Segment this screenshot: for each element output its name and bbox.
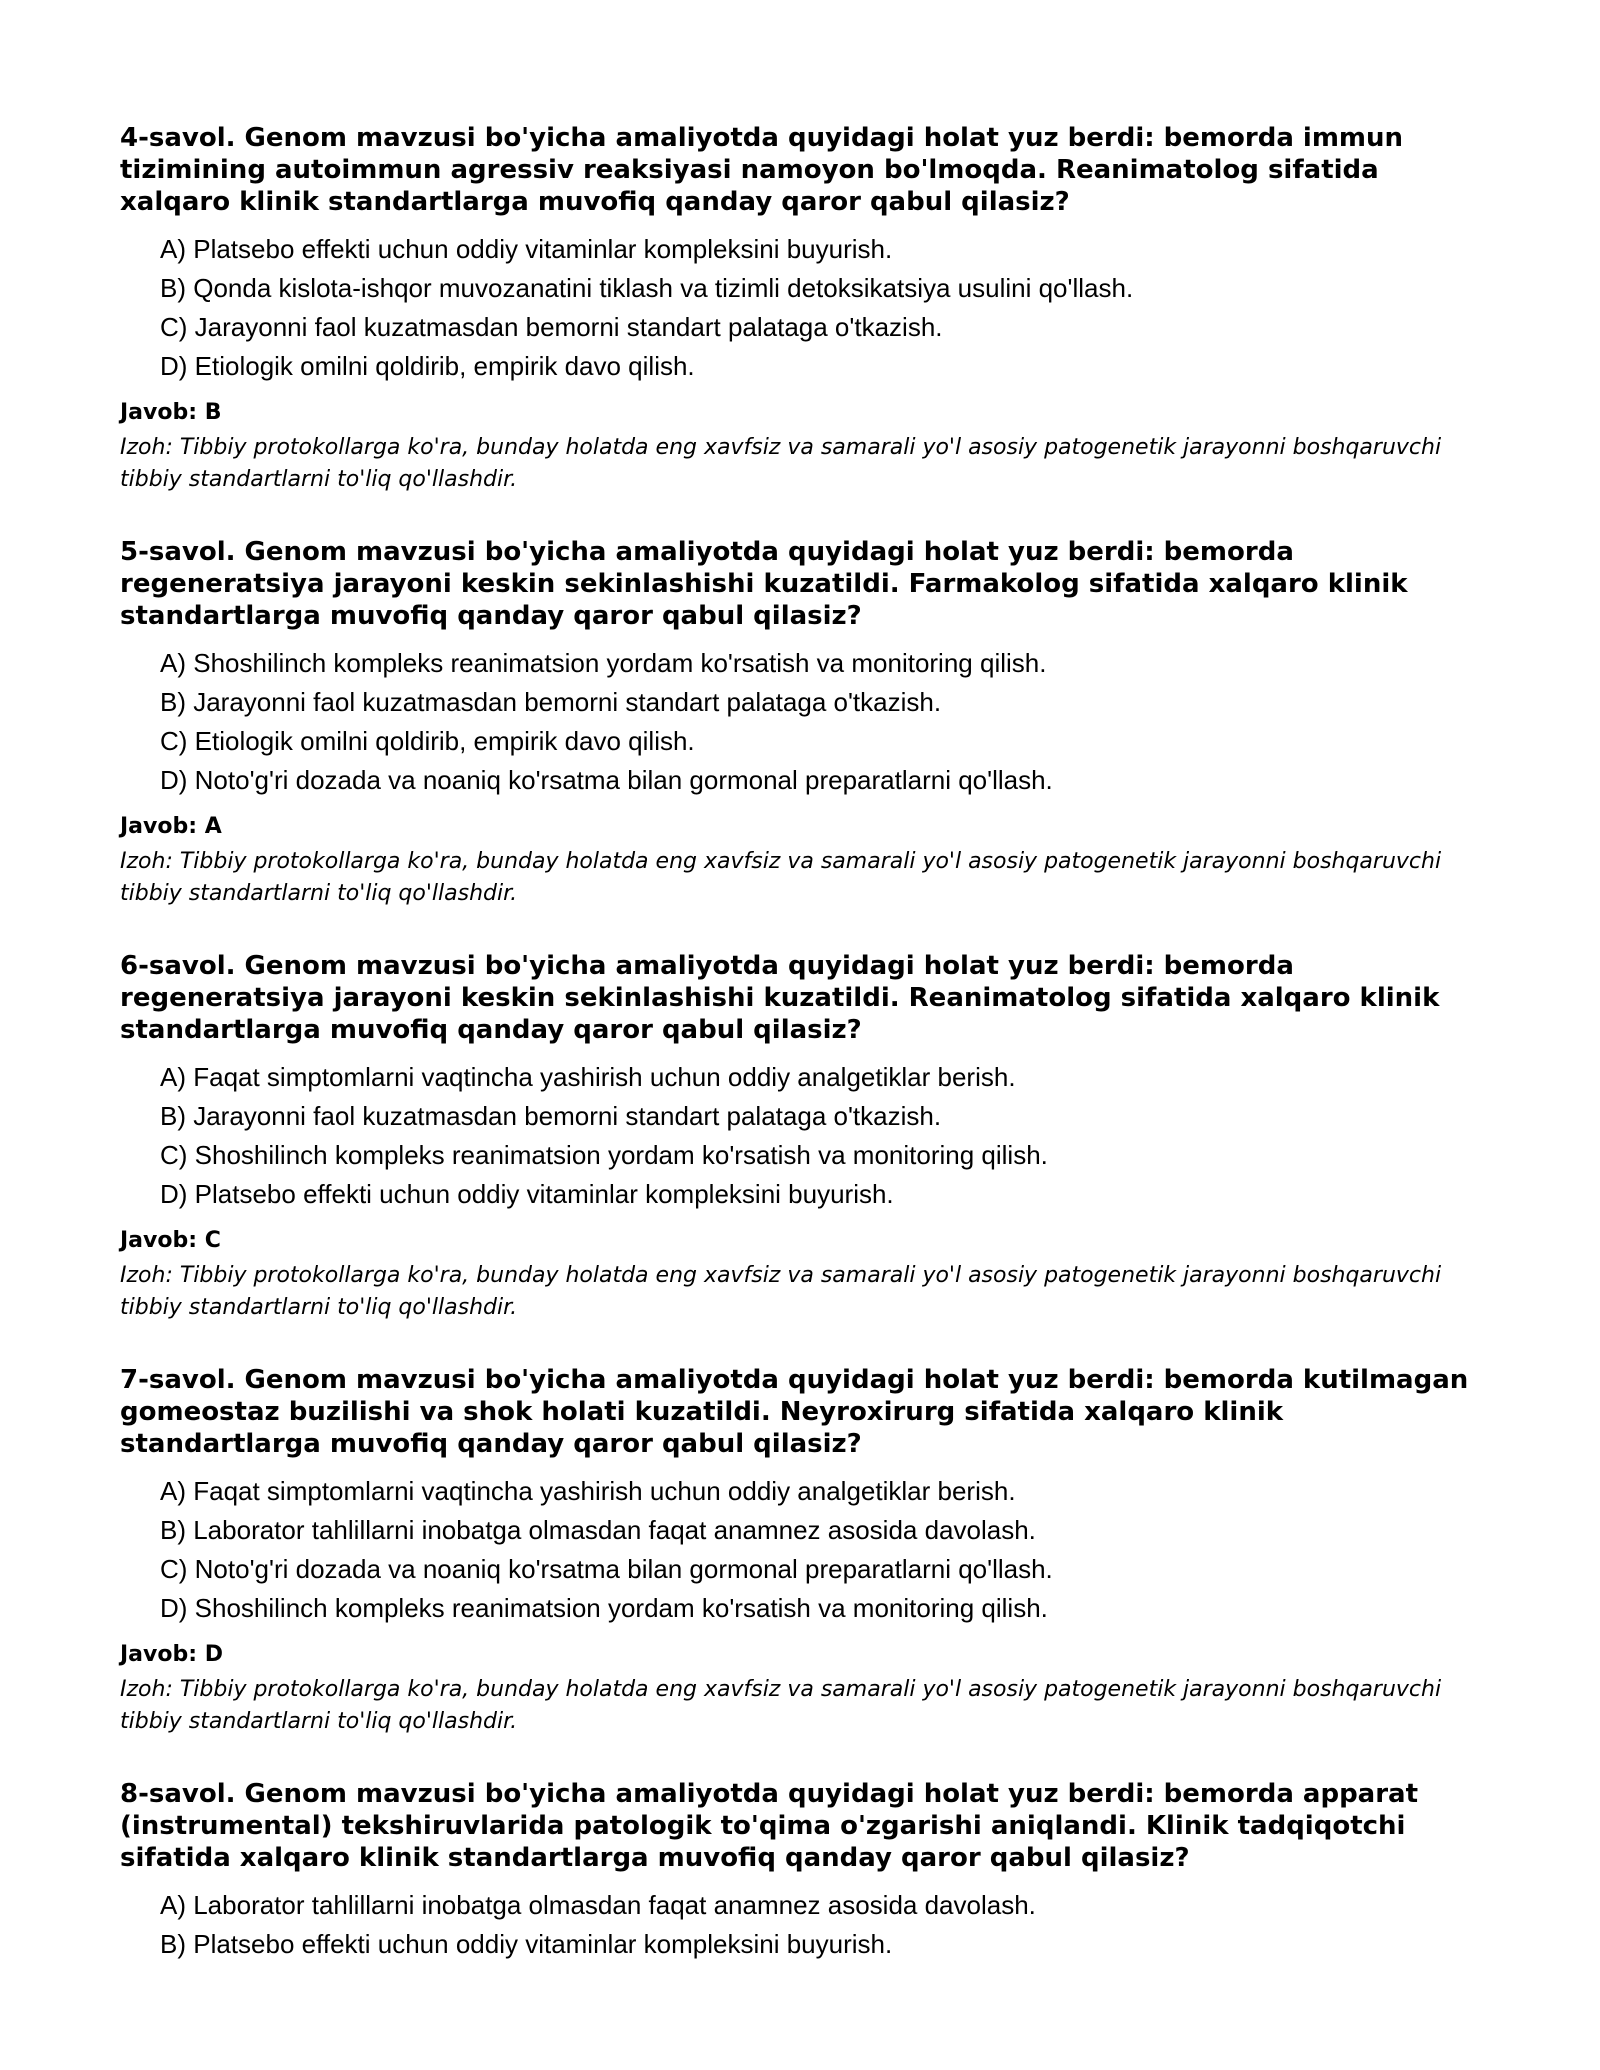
option-b: B) Platsebo effekti uchun oddiy vitaminlar kompleksini buyurish. [160, 1929, 893, 1959]
option-d: D) Noto'g'ri dozada va noaniq ko'rsatma bilan gormonal preparatlarni qo'llash. [160, 765, 1053, 795]
question-block-8 [120, 1778, 1490, 1964]
option-d: D) Shoshilinch kompleks reanimatsion yordam ko'rsatish va monitoring qilish. [160, 1593, 1048, 1623]
question-block-4 [120, 122, 1490, 496]
answer-label: Javob: A [120, 814, 222, 839]
explanation-note: Izoh: Tibbiy protokollarga ko'ra, bunday holatda eng xavfsiz va samarali yo'l asosiy patogenetik jarayonni boshqaruvchi tibbiy standartlarni to'liq qo'llashdir. [120, 435, 1442, 492]
options-list [160, 230, 1490, 386]
question-block-5 [120, 536, 1490, 910]
answer-label: Javob: B [120, 400, 222, 425]
option-b: B) Laborator tahlillarni inobatga olmasdan faqat anamnez asosida davolash. [160, 1515, 1036, 1545]
option-d: D) Etiologik omilni qoldirib, empirik davo qilish. [160, 351, 695, 381]
question-block-7 [120, 1364, 1490, 1738]
option-a: A) Faqat simptomlarni vaqtincha yashirish uchun oddiy analgetiklar berish. [160, 1476, 1016, 1506]
answer-label: Javob: D [120, 1642, 223, 1667]
options-list [160, 1472, 1490, 1628]
options-list [160, 1886, 1490, 1964]
question-block-6 [120, 950, 1490, 1324]
option-b: B) Qonda kislota-ishqor muvozanatini tiklash va tizimli detoksikatsiya usulini qo'llash. [160, 273, 1134, 303]
option-c: C) Etiologik omilni qoldirib, empirik davo qilish. [160, 726, 695, 756]
question-text: 8-savol. Genom mavzusi bo'yicha amaliyotda quyidagi holat yuz berdi: bemorda apparat (instrumental) tekshiruvlarida patologik to'qima o'zgarishi aniqlandi. Klinik tadqiqotchi sifatida xalqaro klinik standartlarga muvofiq qanday qaror qabul qilasiz? [120, 1779, 1419, 1873]
document-page [120, 122, 1490, 2004]
option-d: D) Platsebo effekti uchun oddiy vitaminlar kompleksini buyurish. [160, 1179, 894, 1209]
option-b: B) Jarayonni faol kuzatmasdan bemorni standart palataga o'tkazish. [160, 1101, 942, 1131]
explanation-note: Izoh: Tibbiy protokollarga ko'ra, bunday holatda eng xavfsiz va samarali yo'l asosiy patogenetik jarayonni boshqaruvchi tibbiy standartlarni to'liq qo'llashdir. [120, 849, 1442, 906]
question-text: 5-savol. Genom mavzusi bo'yicha amaliyotda quyidagi holat yuz berdi: bemorda regeneratsiya jarayoni keskin sekinlashishi kuzatildi. Farmakolog sifatida xalqaro klinik standartlarga muvofiq qanday qaror qabul qilasiz? [120, 537, 1408, 631]
options-list [160, 1058, 1490, 1214]
option-c: C) Jarayonni faol kuzatmasdan bemorni standart palataga o'tkazish. [160, 312, 943, 342]
question-text: 7-savol. Genom mavzusi bo'yicha amaliyotda quyidagi holat yuz berdi: bemorda kutilmagan gomeostaz buzilishi va shok holati kuzatildi. Neyroxirurg sifatida xalqaro klinik standartlarga muvofiq qanday qaror qabul qilasiz? [120, 1365, 1469, 1459]
explanation-note: Izoh: Tibbiy protokollarga ko'ra, bunday holatda eng xavfsiz va samarali yo'l asosiy patogenetik jarayonni boshqaruvchi tibbiy standartlarni to'liq qo'llashdir. [120, 1677, 1442, 1734]
option-c: C) Noto'g'ri dozada va noaniq ko'rsatma bilan gormonal preparatlarni qo'llash. [160, 1554, 1053, 1584]
option-a: A) Faqat simptomlarni vaqtincha yashirish uchun oddiy analgetiklar berish. [160, 1062, 1016, 1092]
option-b: B) Jarayonni faol kuzatmasdan bemorni standart palataga o'tkazish. [160, 687, 942, 717]
question-text: 4-savol. Genom mavzusi bo'yicha amaliyotda quyidagi holat yuz berdi: bemorda immun tizimining autoimmun agressiv reaksiyasi namoyon bo'lmoqda. Reanimatolog sifatida xalqaro klinik standartlarga muvofiq qanday qaror qabul qilasiz? [120, 123, 1404, 217]
question-text: 6-savol. Genom mavzusi bo'yicha amaliyotda quyidagi holat yuz berdi: bemorda regeneratsiya jarayoni keskin sekinlashishi kuzatildi. Reanimatolog sifatida xalqaro klinik standartlarga muvofiq qanday qaror qabul qilasiz? [120, 951, 1440, 1045]
answer-label: Javob: C [120, 1228, 221, 1253]
option-c: C) Shoshilinch kompleks reanimatsion yordam ko'rsatish va monitoring qilish. [160, 1140, 1048, 1170]
option-a: A) Platsebo effekti uchun oddiy vitaminlar kompleksini buyurish. [160, 234, 893, 264]
options-list [160, 644, 1490, 800]
explanation-note: Izoh: Tibbiy protokollarga ko'ra, bunday holatda eng xavfsiz va samarali yo'l asosiy patogenetik jarayonni boshqaruvchi tibbiy standartlarni to'liq qo'llashdir. [120, 1263, 1442, 1320]
option-a: A) Shoshilinch kompleks reanimatsion yordam ko'rsatish va monitoring qilish. [160, 648, 1047, 678]
option-a: A) Laborator tahlillarni inobatga olmasdan faqat anamnez asosida davolash. [160, 1890, 1036, 1920]
